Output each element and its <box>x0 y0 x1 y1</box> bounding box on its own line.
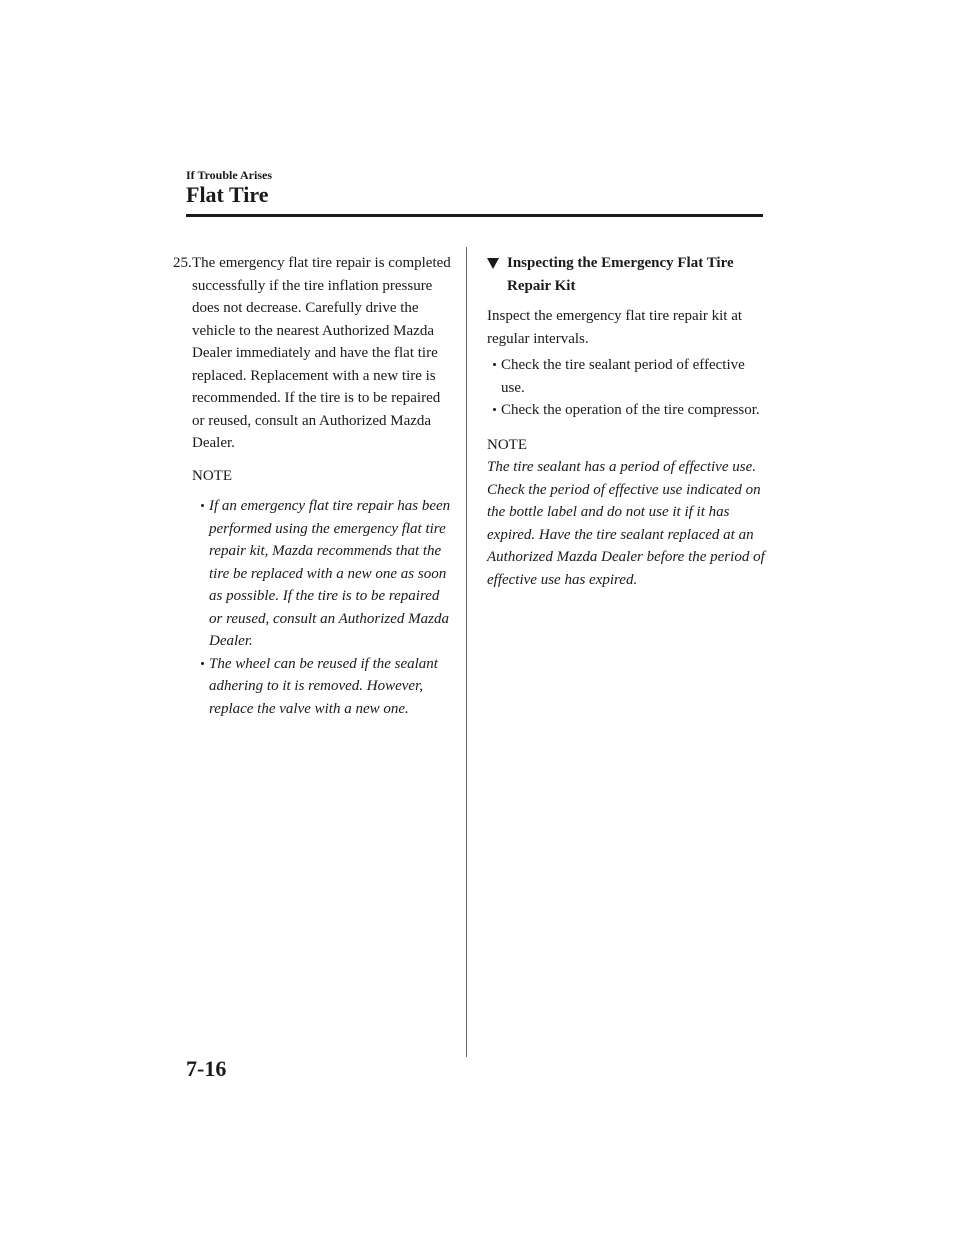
check-item <box>487 399 772 422</box>
intro-text: Inspect the emergency flat tire repair kit at regular intervals. <box>487 308 743 347</box>
page-number: 7-16 <box>186 1056 227 1081</box>
heading-text: Inspecting the Emergency Flat Tire Repair Kit <box>507 255 734 294</box>
page-title: Flat Tire <box>186 182 269 207</box>
right-column <box>487 252 772 591</box>
check-text: Check the tire sealant period of effective use. <box>501 357 745 396</box>
triangle-down-icon <box>487 257 499 269</box>
note-text: If an emergency flat tire repair has been performed using the emergency flat tire repair kit, Mazda recommends that the tire be replaced with a new one as soon as possible. If the tire is to be repaired or reused, consult an Authorized Mazda Dealer. <box>209 498 451 649</box>
sub-heading <box>487 252 772 297</box>
title-rule <box>186 214 763 217</box>
bullet-icon <box>493 363 496 366</box>
note-item <box>192 653 451 721</box>
note-text: The tire sealant has a period of effective use. Check the period of effective use indicated on the bottle label and do not use it if it has expired. Have the tire sealant replaced at an Authorized Mazda Dealer before the period of effective use has expired. <box>487 459 765 588</box>
note-text: The wheel can be reused if the sealant adhering to it is removed. However, replace the valve with a new one. <box>209 655 438 717</box>
note-label: NOTE <box>487 436 527 453</box>
step-text: The emergency flat tire repair is completed successfully if the tire inflation pressure does not decrease. Carefully drive the vehicle to the nearest Authorized Mazda Dealer immediately and have the flat tire replaced. Replacement with a new tire is recommended. If the tire is to be repaired or reused, consult an Authorized Mazda Dealer. <box>192 255 451 451</box>
check-text: Check the operation of the tire compressor. <box>501 402 760 418</box>
step-number: 25. <box>173 255 192 271</box>
note-label: NOTE <box>192 467 232 484</box>
bullet-icon <box>493 408 496 411</box>
column-divider <box>466 247 467 1057</box>
bullet-icon <box>201 504 204 507</box>
bullet-icon <box>201 662 204 665</box>
step-item <box>173 252 451 455</box>
left-column <box>173 252 451 720</box>
check-list <box>487 354 772 422</box>
note-list <box>173 495 451 720</box>
note-item <box>192 495 451 653</box>
check-item <box>487 354 772 399</box>
section-label: If Trouble Arises <box>186 168 273 182</box>
